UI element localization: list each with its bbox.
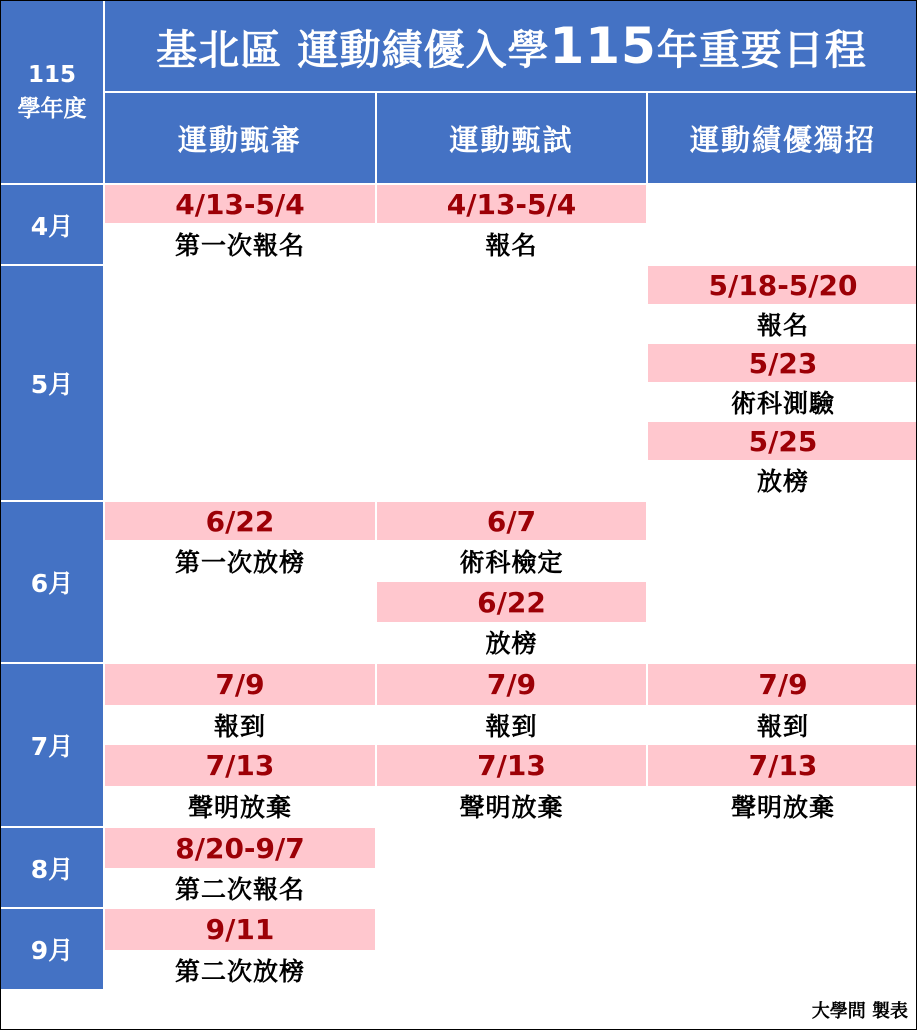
jun-shenshi-label-2: 放榜 — [485, 629, 538, 658]
month-may: 5月 — [1, 266, 103, 500]
jul-shenshi-label-2: 聲明放棄 — [459, 793, 564, 822]
column-header-shenshen: 運動甄審 — [105, 93, 375, 183]
jun-shenshen-label: 第一次放榜 — [174, 548, 305, 577]
jul-shenshi-date-1: 7/9 — [377, 664, 646, 705]
column-header-duzhao: 運動績優獨招 — [648, 93, 917, 183]
month-august: 8月 — [1, 828, 103, 907]
jul-duzhao-label-1: 報到 — [756, 712, 809, 741]
jul-duzhao-date-2: 7/13 — [648, 745, 917, 786]
page-title — [105, 1, 917, 91]
jul-shenshen-date-1: 7/9 — [105, 664, 375, 705]
apr-shenshen-date: 4/13-5/4 — [105, 185, 375, 223]
may-duzhao-label-1: 報名 — [756, 311, 809, 340]
jul-shenshen-label-2: 聲明放棄 — [187, 793, 292, 822]
jul-duzhao-date-1: 7/9 — [648, 664, 917, 705]
month-september: 9月 — [1, 909, 103, 989]
apr-shenshi-date: 4/13-5/4 — [377, 185, 646, 223]
jul-shenshen-date-2: 7/13 — [105, 745, 375, 786]
jul-duzhao-label-2: 聲明放棄 — [730, 793, 835, 822]
month-june: 6月 — [1, 502, 103, 662]
title-part1: 基北區 運動績優入學 — [156, 25, 550, 74]
title-number: 115 — [549, 17, 657, 75]
month-april: 4月 — [1, 185, 103, 264]
sep-shenshen-date: 9/11 — [105, 909, 375, 950]
credit-text: 大學問 製表 — [811, 1001, 908, 1022]
title-part2: 年重要日程 — [656, 25, 867, 74]
aug-shenshen-label: 第二次報名 — [174, 874, 305, 904]
year-suffix: 學年度 — [17, 96, 87, 122]
may-duzhao-date-2: 5/23 — [648, 344, 917, 382]
may-duzhao-date-3: 5/25 — [648, 422, 917, 460]
may-duzhao-label-3: 放榜 — [756, 467, 809, 496]
school-year-cell — [1, 1, 103, 183]
apr-shenshi-label: 報名 — [485, 230, 538, 260]
apr-shenshen-label: 第一次報名 — [174, 230, 305, 260]
jun-shenshen-date: 6/22 — [105, 502, 375, 540]
jun-shenshi-date-2: 6/22 — [377, 582, 646, 622]
may-duzhao-date-1: 5/18-5/20 — [648, 266, 917, 304]
sep-shenshen-label: 第二次放榜 — [174, 957, 305, 986]
aug-shenshen-date: 8/20-9/7 — [105, 828, 375, 868]
jul-shenshi-date-2: 7/13 — [377, 745, 646, 786]
jul-shenshen-label-1: 報到 — [213, 712, 266, 741]
year-number: 115 — [27, 62, 76, 88]
month-july: 7月 — [1, 664, 103, 826]
jun-shenshi-label-1: 術科檢定 — [459, 548, 564, 577]
jul-shenshi-label-1: 報到 — [485, 712, 538, 741]
may-duzhao-label-2: 術科測驗 — [730, 389, 835, 418]
jun-shenshi-date-1: 6/7 — [377, 502, 646, 540]
column-header-shenshi: 運動甄試 — [377, 93, 646, 183]
